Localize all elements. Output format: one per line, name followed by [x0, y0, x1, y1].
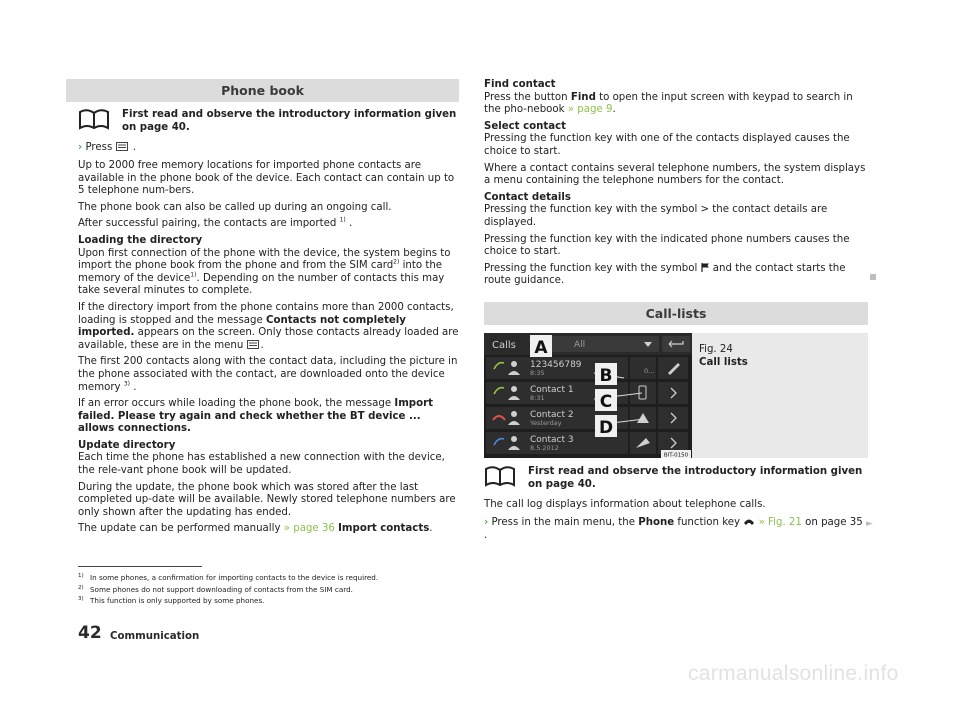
svg-text:8:31: 8:31 — [530, 394, 545, 402]
paragraph: Pressing the function key with one of the contacts displayed causes the choice to start. — [484, 133, 850, 157]
step-arrow-icon: › — [484, 517, 489, 528]
warning-text: First read and observe the introductory information given on page 40. — [122, 109, 457, 133]
call-log-intro: The call log displays information about telephone calls. — [484, 499, 766, 510]
figure-number: Fig. 24 — [699, 344, 733, 355]
right-body — [484, 79, 868, 288]
subheading: Contact details — [484, 191, 571, 203]
paragraph: Each time the phone has established a new connection with the device, the rele-vant phone book will be updated. — [78, 452, 445, 477]
book-icon — [78, 108, 110, 130]
left-body — [78, 160, 460, 536]
page-number: 42 — [78, 623, 102, 643]
figure-caption — [699, 344, 748, 369]
svg-text:Contact 1: Contact 1 — [530, 385, 574, 395]
continue-arrow-icon: ► — [866, 519, 873, 529]
paragraph: If an error occurs while loading the phone book, the message Import failed. Please try again and check whether the BT device ... allows connections. — [78, 398, 433, 435]
footnotes — [78, 572, 378, 607]
paragraph: Where a contact contains several telephone numbers, the system displays a menu containing the telephone numbers for the contact. — [484, 162, 866, 187]
footnote: 3) This function is only supported by some phones. — [78, 596, 265, 605]
subheading: Find contact — [484, 79, 556, 90]
contact-icon — [511, 436, 517, 442]
menu-icon — [116, 142, 130, 151]
contact-icon — [511, 386, 517, 392]
footnote: 2) Some phones do not support downloading of contacts from the SIM card. — [78, 584, 353, 594]
page-link[interactable]: » page 9 — [567, 104, 613, 116]
list-item[interactable] — [486, 357, 688, 379]
contact-icon — [511, 361, 517, 367]
screen-graphic — [484, 333, 692, 458]
press-step: › Press in the main menu, the Phone function key » Fig. 21 on page 35 . — [484, 517, 863, 541]
subheading: Loading the directory — [78, 234, 203, 246]
page-section: Communication — [110, 631, 200, 642]
details-button[interactable] — [658, 382, 688, 404]
list-item[interactable] — [486, 432, 688, 454]
svg-text:D: D — [598, 418, 614, 438]
press-step: › Press . — [78, 142, 137, 153]
section-end-marker — [870, 274, 876, 280]
figure-label: Call lists — [699, 356, 748, 368]
paragraph: If the directory import from the phone contains more than 2000 contacts, loading is stopped and the message Contacts not completely imported. appears on the screen. Only those contacts already loaded are available, these are in the menu . — [78, 301, 459, 351]
filter-label: All — [574, 340, 586, 350]
paragraph: The update can be performed manually » page 36 Import contacts. — [78, 523, 433, 535]
watermark: carmanualsonline.info — [688, 662, 899, 685]
svg-text:8:35: 8:35 — [530, 369, 545, 377]
paragraph: Upon first connection of the phone with the device, the system begins to import the phone book from the phone and from the SIM card$^{2)}$ into the memory of the device$^{1)}$. Depending on the number of contacts this may take several minutes to complete. — [78, 247, 451, 297]
paragraph: The phone book can also be called up during an ongoing call. — [78, 201, 392, 213]
paragraph: Pressing the function key with the symbol > the contact details are displayed. — [484, 204, 828, 228]
paragraph: Press the button Find to open the input screen with keypad to search in the pho-nebook » page 9. — [484, 91, 853, 116]
section-band-call-lists — [484, 302, 868, 325]
paragraph: After successful pairing, the contacts are imported $^{1)}$ . — [78, 216, 353, 230]
footnote: 1) In some phones, a confirmation for importing contacts to the device is required. — [78, 573, 379, 582]
paragraph: The first 200 contacts along with the contact data, including the picture in the phone associated with the contact, are downloaded onto the device memory $^{3)}$ . — [78, 356, 458, 393]
filter-dropdown[interactable] — [544, 336, 659, 352]
warning-note — [484, 465, 868, 491]
warning-note — [78, 108, 460, 134]
svg-text:Contact 3: Contact 3 — [530, 435, 574, 445]
phone-type-button[interactable] — [630, 382, 656, 404]
call-list-screen — [484, 333, 692, 458]
warning-text: First read and observe the introductory information given on page 40. — [528, 466, 863, 490]
screen-header: Calls — [492, 340, 516, 351]
list-item[interactable] — [486, 382, 688, 404]
paragraph: Pressing the function key with the indicated phone numbers causes the choice to start. — [484, 233, 850, 258]
svg-text:123456789: 123456789 — [530, 360, 582, 370]
svg-text:Yesterday: Yesterday — [530, 419, 562, 427]
flag-icon — [701, 263, 710, 272]
book-icon — [484, 465, 516, 487]
paragraph: During the update, the phone book which was stored after the last completed up-date will be available. Newly stored telephone numbers are only shown after the updating has ended. — [78, 481, 456, 518]
contact-icon — [511, 411, 517, 417]
svg-text:A: A — [534, 338, 548, 358]
svg-text:Contact 2: Contact 2 — [530, 410, 574, 420]
svg-text:0...: 0... — [644, 367, 655, 375]
svg-text:8.5.2012: 8.5.2012 — [530, 444, 559, 452]
details-button[interactable] — [658, 407, 688, 429]
paragraph: Pressing the function key with the symbol and the contact starts the route guidance. — [484, 262, 846, 287]
subheading: Select contact — [484, 120, 567, 132]
footnote-rule — [78, 566, 202, 567]
svg-text:BIT-0150: BIT-0150 — [663, 452, 689, 458]
menu-icon — [247, 340, 261, 349]
figure-link[interactable]: » Fig. 21 — [758, 517, 802, 528]
section-band-phone-book — [66, 79, 459, 102]
phone-icon — [743, 517, 755, 526]
section-title: Phone book — [221, 83, 304, 98]
subheading: Update directory — [78, 439, 176, 451]
step-arrow-icon: › — [78, 142, 83, 153]
svg-text:C: C — [599, 392, 613, 412]
figure-call-lists — [484, 333, 868, 458]
section-title: Call-lists — [645, 306, 707, 321]
list-item[interactable] — [486, 407, 688, 429]
page-link[interactable]: » page 36 — [283, 523, 335, 535]
svg-text:B: B — [599, 366, 613, 386]
paragraph: Up to 2000 free memory locations for imported phone contacts are available in the phone book of the device. Each contact can contain up to 5 telephone num-bers. — [78, 160, 455, 197]
